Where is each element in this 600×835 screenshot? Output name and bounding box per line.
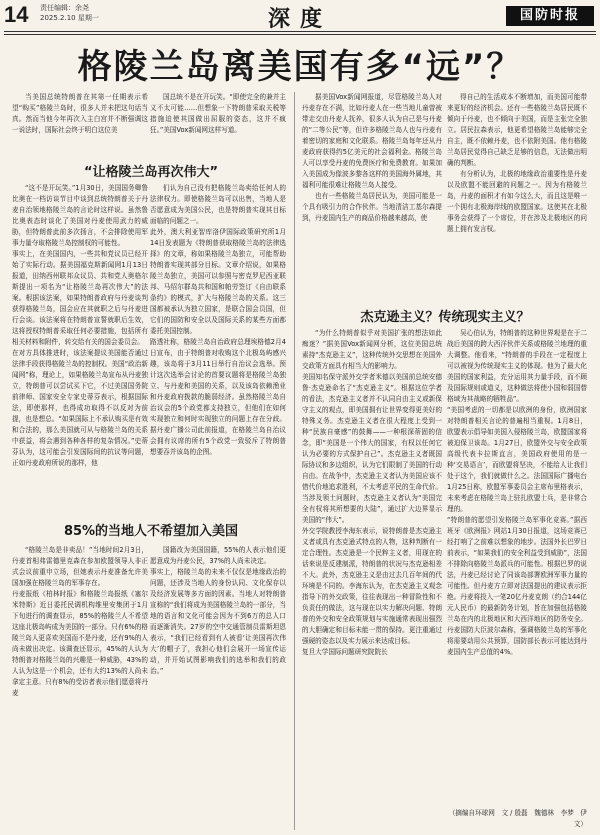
subheading-85-percent: 85%的当地人不希望加入美国 [63,524,239,539]
page-number: 14 [4,2,29,27]
subheading-great-again: “让格陵兰岛再次伟大” [83,165,219,180]
editor-label: 责任编辑：余尧 [40,4,89,12]
article-column-1-mid: “这不是开玩笑。”1月30日，美国国务卿鲁比奥在一档访谈节目中谈到总统特朗普关于丹麦自治领地格陵兰岛的言论时这样说。虽然鲁比奥表态时谈化了美国对丹麦使用武力的威胁，但特朗普此前多次扬言，不会排除使用军事力量夺取格陵兰岛控制权的可能性。 事实上，在美国国内，一些共和党议员已经开始了实际行动。据美国福克斯新闻网1月13日报道，田纳西州联邦众议员、共和党人奥格尔斯提出一项名为“让格陵兰岛再次伟大”的法案。根据该法案，如果特朗普政府与丹麦谈判获得格陵兰岛，国会应在其就职之后与丹麦进行会谈。该法案将在特朗普宣誓就职后生效，这将授权特朗普采取任何必要措施，包括所有相关材料和附件，转交给有关的国会委员会。 在对方具体推进时，该法案提议美国能否通过法律手段获得格陵兰岛的控制权。美国“政治新闻网”称，理论上，如果格陵兰岛宣布从丹麦独立，特朗普可以尝试买下它，不过美国国务院前律师、国家安全专家史蒂芬表示，根据国际法，即使那样，也得成功取得不以反对为前提，也是想总。“如果国际上不承认购买是有效和合法的，那么美国就可从与格陵兰岛的关系中获益，将会遇到各种各样的复杂情况。”史蒂芬认为，这可能会引发国际间的抗议等问题，正如丹麦政府所说的那样，他 [12,184,148,467]
issue-date: 2025.2.10 星期一 [40,14,99,22]
article-column-2-bottom: 国籍改为美国国籍，55%的人表示他们更愿意成为丹麦公民，37%的人尚未决定。 事实上，格陵兰岛的未来不仅仅是地缘政治的问题，还涉及当地人的身份认同、文化保存以及经济发展等多方面的因素。当地人对特朗普宣称的“我们将成为美国格陵兰岛的一部分，当地的语言和文化可能会因为不到6万的总人口而逐渐消失。27岁的空中交通管制员雷斯坦恩表示，“我们已经看到有人被看‘让美国再次伟大’的帽子了，我担心他们会展开一场宣传运动，并开始试图影响我们的选举和我们的政治。” [150,546,286,675]
article-column-4-top: 得自己的生活成本不断增加，而美国可能带来更好的经济机会。还有一些格陵兰岛居民既不倾向于丹麦，也不倾向于美国，而是主张完全独立。居民拉森表示，他更希望格陵兰岛能够完全自主，既不依赖丹麦，也不依附美国。他有格陵兰岛居民觉得自己缺乏足够的信息，无法做出明确的判断。 有分析认为，北极的地缘政治重要性是丹麦以及欧盟不能回避的问题之一。因为有格陵兰岛，丹麦的面积才有如今这么大，而且这是唯一一个拥有北极海岸线的欧盟国家。这使其在北极事务会获得了一个席位，并在涉及北极地区的问题上拥有发言权。 [447,93,587,233]
headline: 格陵兰岛离美国有多“远”？ [77,47,523,87]
article-column-3-mid: “为什么特朗普似乎对美国扩张的想法如此痴迷？”据美国Vox新闻网分析，这位美国总统素持“杰克逊主义”，这种传统外交思想在美国外交政策方面具有相当大的影响力。 美国知名保守派外交学者米德以美国前总统安德鲁·杰克逊命名了“杰克逊主义”。根据这位学者的看法，杰克逊主义者并不认同自由主义或新保守主义的观点，即美国拥有让世界变得更美好的特殊义务。杰克逊主义者在很大程度上受到一种“民族自豪感”的鼓舞——一种根深蒂固的信念，即“美国是一个伟大的国家，有权以任何它认为必要的方式保护自己”。杰克逊主义者既国际协议和多边组织，认为它们限制了美国的行动自由。在战争中，杰克逊主义者认为美国应该不惜代价地追求胜利，不太考虑平民的生命代价。当涉及领土问题时，杰克逊主义者认为“美国完全有权将其所想要的大陆”，通过扩大边界显示美国的“伟大”。 外交学院教授李海东表示，说特朗普是杰克逊主义者或具有杰克逊式特点的人物，这种判断有一定合理性。杰克逊是一个民粹主义者，用现在的话来说是反建制派，特朗普的状况与杰克逊相差不大。此外，杰克逊主义是由过去几百年间的代环境是不同的。李海东认为，在杰克逊主义观念指导下的外交政策，往往表现出一种冒险性和不负责任的做法，这与现在以实力解决问题、特朗普的外交和安全政策规划与实施通常表现出强烈的大胆确定和目标未能一贯的保持。更注重通过强硬的姿态以及实力展示来达成目标。 复旦大学国际问题研究院院长 [302,329,442,656]
article-column-4-mid: 吴心伯认为，特朗普的这种世界观是在于二战后美国的跨大西洋伙伴关系或格陵兰地理的重大调整。他看来，“特朗普的手段在一定程度上可以被视为传统现实主义的体现。他为了最大化美国的国家利益，充分运用其力量手段，而不顾及国际规则或道义，这种做法将使小国和弱国替格域为其战略的牺牲品”。 “美国考虑的一切都是以欧洲的身份，欧洲国家对特朗普相关言论的普遍相当重视。1月8日，欧盟表示倡导如美国入侵格陵兰岛，欧盟国家将被迫保卫该岛。1月27日，欧盟外交与安全政策高级代表卡拉斯直言，美国政府使用的是一种‘交易语言’，而欧盟将坚决，不能给人让我们处于这个，我们就做什么之。法国国际广播电台1月25日称，欧盟军事委员会主席布里格表示，未来考虑在格陵兰岛上驻扎欧盟士兵，是非常合理的。 “特朗普的愿望引发格陵兰岛军事化竞赛。”据西班牙《欧洲报》网站1月30日报道，这场竞赛已经打响了之前难以想象的地步。法国外长巴罗日前表示，“如果我们的安全利益受到威胁”，法国不排除向格陵兰岛派兵的可能性。根据巴罗的说法，丹麦已经讨论了同该岛部署欧洲军事力量的可能性。但丹麦方立即对法国提出的建议表示拒绝。丹麦将投入一笔20亿丹麦克朗（约合144亿元人民币）的最新防务计划，旨在加强包括格陵兰岛在内的北极地区和大西洋地区的防务安全。丹麦国防大臣波尔森称，强调格陵兰岛的军事化将需要动用公共预算，国防部长表示可能达到丹麦国内生产总值的4%。 [447,329,587,656]
article-credit: （摘编自环球网 文 / 殷磊 魏德林 李梦 伊文） [448,809,587,828]
article-column-2-top: 国总统不是在开玩笑。“即使完全的兼并主义不太可能……但想象一下特朗普采取关税等措施迫使其国做出屈服的姿态，这并不疯狂。”美国Vox新闻网这样写道。 [150,93,286,134]
page-header [0,0,600,32]
header-rule-thin [4,34,596,35]
article-column-1-bottom: “格陵兰岛是非卖品！”当地时间2月3日，丹麦首相弗雷德里克森在参加欧盟领导人非正式会议前重申立场，但她表示丹麦准备允许美国加强在格陵兰岛的军事存在。 丹麦报纸《柏林时报》和格陵兰岛报纸《塞尔米特斯》近日委托民调机构维里安集团于1月下旬进行的调查显示，85%的格陵兰人不希望这座北极岛屿成为美国的一部分。只有6%的格陵兰岛人更喜欢美国而不是丹麦，还有9%的人尚未做出决定。该调查还显示，45%的人认为特朗普对格陵兰岛的兴趣是一种威胁，43%的人认为这是一个机会，还有大约13%的人尚未拿定主意。只有8%的受访者表示他们愿意将丹麦 [12,546,148,697]
article-column-1-top: 当美国总统特朗普在其第一任期表示希望“购买”格陵兰岛时，很多人并未把这句话当真。然而当他今年再次入主白宫并不断强调这一说法时，国际社会终于明白这位美 [12,93,148,134]
newspaper-logo: 国防时报 [506,6,594,26]
article-column-2-mid: 们认为自己没有把格陵兰岛卖给任何人的法律权力。即使格陵兰岛可以出售，当地人是否愿意成为美国公民，也是特朗普实现其目标面临的问题之一。 此外，澳大利亚智库洛伊国际政策研究所1月14日发表题为《特朗普获取格陵兰岛的法律选择》的文章，称如果格陵兰岛独立，可能帮助特朗普实现其部分目标。文章介绍说，如果格陵兰岛独立，美国可以参照与密克罗尼西亚联邦、马绍尔群岛共和国和帕劳签订《自由联系条约》的模式，扩大与格陵兰岛的关系。这三国都被承认为独立国家，是联合国会员国，但它们的国防和安全以及国际关系的某些方面都委托美国控制。 路透社称，格陵兰岛自治政府总理埃格德2月4日宣布，由于特朗普对收购这个北极岛屿感兴趣，该岛将于3月11日举行自治议会选举。预计这次选举会讨论的首要议题将是格陵兰岛独立、与丹麦和美国的关系，以及该岛依赖渔业和丹麦政府拨款的脆弱经济。虽然格陵兰岛自治议会的5个政党都支持独立，但他们在如何实现独立和何时实现独立的问题上存在分歧。据丹麦广播公司此前报道，在格陵兰岛自治议会拥有议席的所有5个政党一致驳斥了特朗普想要吞并该岛的企图。 [150,184,286,456]
header-rule [4,31,596,32]
subheading-jefferson: 杰克逊主义？传统现实主义？ [360,310,530,325]
article-column-3-top: 据美国Vox新闻网报道，尽管格陵兰岛人对丹麦存在不满，比如丹麦人在一些当地儿童曾被带走交由丹麦人抚养，很多人认为自己是与丹麦的“二等公民”等，但许多格陵兰岛人也与丹麦有着密切的家庭和文化联系。格陵兰岛每年还从丹麦政府获得约5亿美元的社会福利金。格陵兰岛人可以享受丹麦的免费医疗和免费教育。如果加入美国成为像波多黎各这样的美国海外属地，其福利可能很难让格陵兰岛人接受。 也有一些格陵兰岛居民认为，美国可能是一个具有吸引力的合作伙伴。当地清洁工基尔森提到，丹麦国内生产的商品价格越来越高，使 [302,93,442,222]
column-divider [294,92,295,830]
section-title: 深度 [267,6,332,32]
